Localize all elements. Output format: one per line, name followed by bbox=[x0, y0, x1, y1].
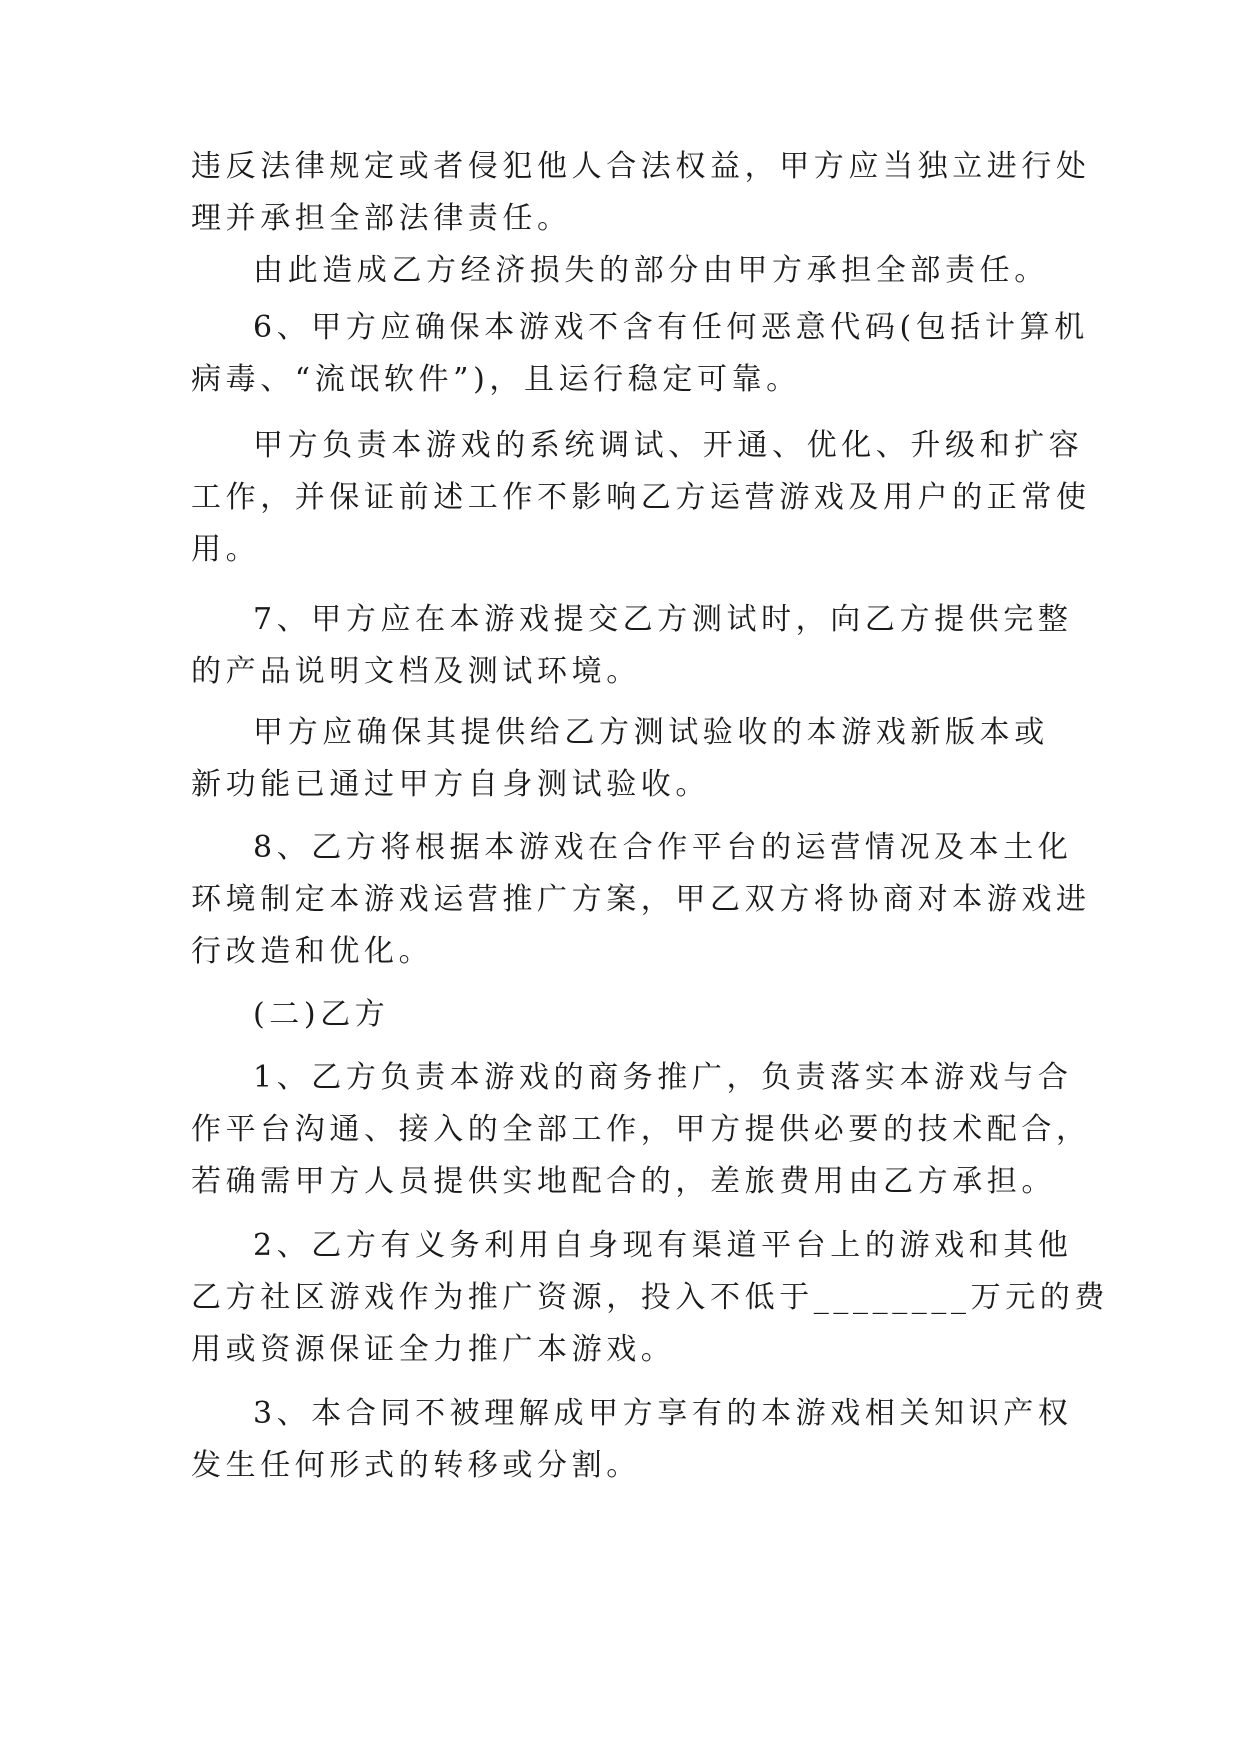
text-line: 1、乙方负责本游戏的商务推广，负责落实本游戏与合 bbox=[253, 1060, 1073, 1095]
text-line: 3、本合同不被理解成甲方享有的本游戏相关知识产权 bbox=[253, 1396, 1073, 1431]
text-line: 违反法律规定或者侵犯他人合法权益，甲方应当独立进行处 bbox=[191, 149, 1091, 184]
text-line: 由此造成乙方经济损失的部分由甲方承担全部责任。 bbox=[253, 253, 1049, 288]
text-line: 工作，并保证前述工作不影响乙方运营游戏及用户的正常使 bbox=[191, 480, 1091, 515]
text-line: 8、乙方将根据本游戏在合作平台的运营情况及本土化 bbox=[253, 830, 1073, 865]
text-line: 乙方社区游戏作为推广资源，投入不低于________万元的费 bbox=[191, 1280, 1109, 1315]
text-line: 用。 bbox=[191, 532, 261, 567]
text-line: 行改造和优化。 bbox=[191, 934, 434, 969]
text-line: 环境制定本游戏运营推广方案，甲乙双方将协商对本游戏进 bbox=[191, 882, 1091, 917]
text-line: 理并承担全部法律责任。 bbox=[191, 201, 572, 236]
section-heading: (二)乙方 bbox=[253, 997, 390, 1032]
text-line: 7、甲方应在本游戏提交乙方测试时，向乙方提供完整 bbox=[253, 602, 1073, 637]
text-line: 6、甲方应确保本游戏不含有任何恶意代码(包括计算机 bbox=[253, 310, 1089, 345]
text-line: 甲方应确保其提供给乙方测试验收的本游戏新版本或 bbox=[253, 715, 1049, 750]
text-line: 作平台沟通、接入的全部工作，甲方提供必要的技术配合， bbox=[191, 1112, 1091, 1147]
text-line: 用或资源保证全力推广本游戏。 bbox=[191, 1332, 676, 1367]
text-line: 病毒、“流氓软件”)，且运行稳定可靠。 bbox=[191, 362, 801, 397]
text-line: 若确需甲方人员提供实地配合的，差旅费用由乙方承担。 bbox=[191, 1164, 1056, 1199]
text-line: 发生任何形式的转移或分割。 bbox=[191, 1448, 641, 1483]
text-line: 甲方负责本游戏的系统调试、开通、优化、升级和扩容 bbox=[253, 428, 1084, 463]
text-line: 新功能已通过甲方自身测试验收。 bbox=[191, 767, 710, 802]
text-line: 2、乙方有义务利用自身现有渠道平台上的游戏和其他 bbox=[253, 1228, 1073, 1263]
text-line: 的产品说明文档及测试环境。 bbox=[191, 654, 641, 689]
